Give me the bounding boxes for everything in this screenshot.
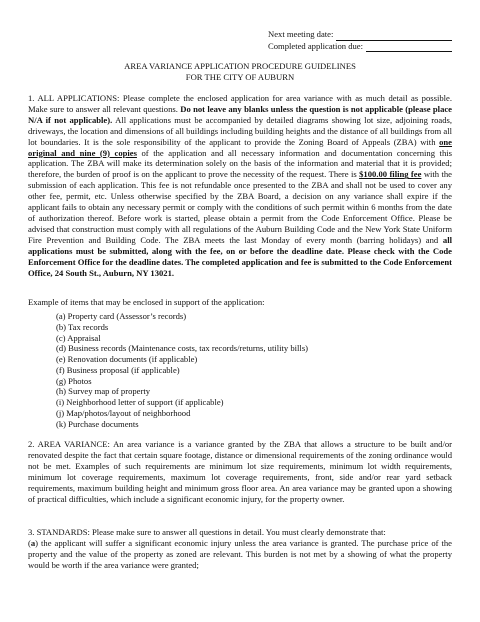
document-title bbox=[28, 61, 452, 82]
example-list-item: (k) Purchase documents bbox=[56, 418, 139, 429]
examples-list bbox=[56, 311, 436, 429]
example-list-item: (a) Property card (Assessor’s records) bbox=[56, 311, 187, 321]
standards-item-a-open: ( bbox=[28, 537, 31, 548]
completed-app-row bbox=[268, 41, 452, 53]
meeting-info bbox=[268, 29, 452, 52]
s1-bold-1: Do not leave any blanks unless the question is not applicable (please place N/A if not applicable). bbox=[28, 103, 452, 125]
s1-filing-fee: $100.00 filing fee bbox=[359, 169, 422, 180]
s1-text-2: All applications must be accompanied by detailed diagrams showing lot size, adjoining roads, driveways, the location and dimensions of all buildings including building heights and the distance of all buildings from all lot boundaries. It is the sole responsibility of the applicant to provide the Zoning Board of Appeals (ZBA) with bbox=[28, 114, 452, 147]
example-list-item: (e) Renovation documents (if applicable) bbox=[56, 354, 198, 364]
example-list-item: (i) Neighborhood letter of support (if applicable) bbox=[56, 397, 224, 407]
completed-app-label: Completed application due: bbox=[268, 40, 363, 51]
s1-bold-deadline: all applications must be submitted, along with the fee, on or before the deadline date. Please check with the Code Enforcement Office for the deadline dates. The completed application and fee is submitted to the Code Enforcement Office, 24 South St., Auburn, NY 13021. bbox=[28, 234, 453, 278]
example-list-item: (j) Map/photos/layout of neighborhood bbox=[56, 407, 191, 418]
s1-text-1: 1. ALL APPLICATIONS: Please complete the enclosed application for area variance with as much detail as possible. Make sure to answer all relevant questions. bbox=[28, 93, 452, 114]
standards-item-a-letter: a bbox=[30, 537, 36, 548]
section-area-variance: 2. AREA VARIANCE: An area variance is a variance granted by the ZBA that allows a structure to be built and/or renovated despite the fact that certain square footage, distance or dimensional requirements of the zoning ordinance would not be met. Examples of such requirements are minimum lot size requirements, minimum lot width requirements, minimum lot coverage requirements, maximum lot coverage requirements, front, side and/or rear yard setback requirements, maximum building height and minimum gross floor area. An area variance may be granted upon a showing of practical difficulties, which include a significant economic injury, for the property owner. bbox=[28, 439, 452, 504]
title-line-1: AREA VARIANCE APPLICATION PROCEDURE GUIDELINES bbox=[124, 61, 356, 71]
next-meeting-blank[interactable] bbox=[336, 32, 452, 41]
standards-item-a bbox=[28, 538, 452, 571]
standards-intro: 3. STANDARDS: Please make sure to answer all questions in detail. You must clearly demonstrate that: bbox=[28, 527, 386, 537]
section-all-applications bbox=[28, 93, 452, 278]
example-list-item: (f) Business proposal (if applicable) bbox=[56, 364, 180, 375]
section-standards bbox=[28, 527, 452, 571]
example-list-item: (h) Survey map of property bbox=[56, 386, 151, 397]
example-list-item: (d) Business records (Maintenance costs, tax records/returns, utility bills) bbox=[56, 343, 309, 354]
example-list-item: (b) Tax records bbox=[56, 321, 109, 332]
next-meeting-row bbox=[268, 29, 452, 41]
completed-app-blank[interactable] bbox=[366, 43, 452, 52]
s1-copies-requirement: one original and nine (9) copies bbox=[28, 136, 452, 158]
title-line-2: FOR THE CITY OF AUBURN bbox=[185, 71, 295, 82]
standards-item-a-text: ) the applicant will suffer a significant economic injury unless the area variance is granted. The purchase price of the property and the value of the property as zoned are relevant. This burden is not met by a showing of what the property would be worth if the area variance were granted; bbox=[28, 537, 452, 570]
example-list-item: (c) Appraisal bbox=[56, 332, 101, 343]
s1-text-3: of the application and all necessary information and documentation concerning this application. The ZBA will make its determination solely on the basis of the information and material that it is provided; therefore, the burden of proof is on the applicant to prove the necessity of the request. There is bbox=[28, 147, 452, 180]
s1-text-4: with the submission of each application. This fee is not refundable once presented to the ZBA and shall not be used to cover any other fee, permit, etc. Unless otherwise specified by the ZBA Board, a decision on any variance shall expire if the applicant fails to obtain any necessary permit or comply with the conditions of such permit within 6 months from the date of authorization thereof. Before work is started, please obtain a permit from the Code Enforcement Office. Please be advised that construction must comply with all regulations of the Auburn Building Code and the New York State Uniform Fire Prevention and Building Code. The ZBA meets the last Monday of every month (barring holidays) and bbox=[28, 169, 452, 245]
next-meeting-label: Next meeting date: bbox=[268, 29, 334, 39]
example-list-item: (g) Photos bbox=[56, 375, 92, 386]
examples-intro: Example of items that may be enclosed in support of the application: bbox=[28, 297, 265, 307]
